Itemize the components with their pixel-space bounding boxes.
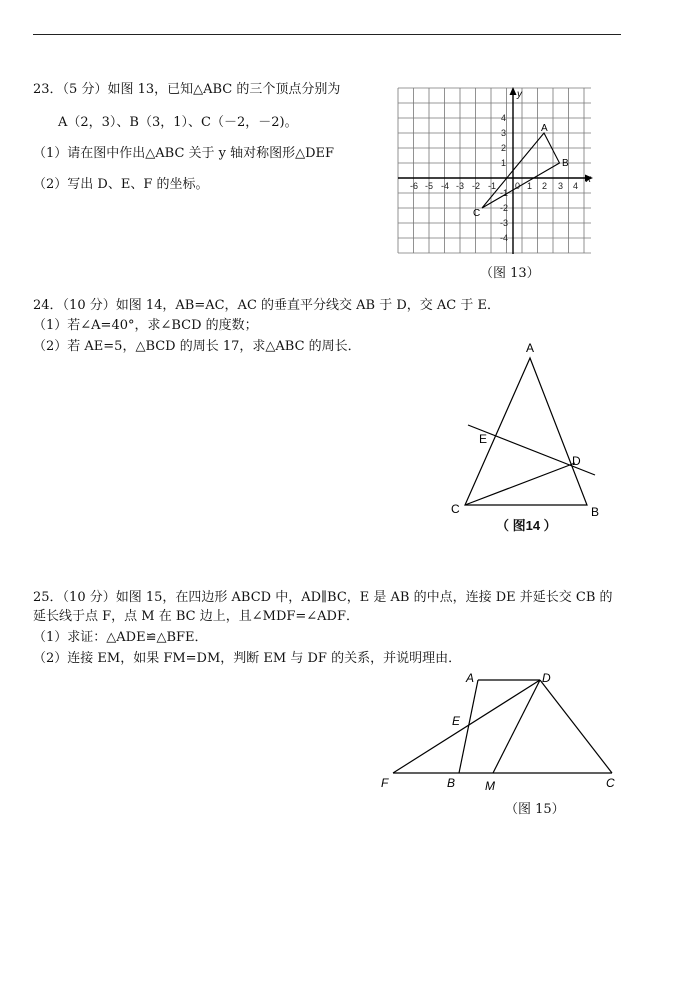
x-axis-label: x: [586, 174, 591, 185]
figure-14: [440, 338, 615, 547]
point-a-label: A: [526, 341, 535, 355]
figure-15-graph: [375, 666, 625, 796]
point-b-label: B: [562, 158, 569, 169]
x-tick: -2: [472, 181, 481, 191]
point-e-label: E: [479, 432, 488, 446]
segment-dm: [493, 680, 540, 773]
y-tick: 4: [501, 113, 507, 123]
figure-15-caption: （图 15）: [505, 802, 565, 817]
figure-13: [396, 86, 601, 290]
point-c-label: C: [606, 776, 615, 790]
point-d-label: D: [572, 454, 581, 468]
x-tick: -6: [410, 181, 419, 191]
x-tick: -3: [456, 181, 465, 191]
point-a-label: A: [466, 671, 475, 685]
x-tick: 4: [573, 181, 579, 191]
figure-14-graph: [440, 338, 615, 543]
figure-14-caption: （ 图14 ）: [496, 518, 557, 533]
q23-points: A（2，3）、B（3，1）、C（－2，－2)。: [58, 115, 298, 130]
q23-part1: （1）请在图中作出△ABC 关于 y 轴对称图形△DEF: [33, 146, 335, 161]
q24-part1: （1）若∠A=40°，求∠BCD 的度数；: [33, 318, 258, 333]
point-e-label: E: [452, 714, 461, 728]
q24-head: 24．（10 分）如图 14，AB=AC，AC 的垂直平分线交 AB 于 D，交 AC 于 E．: [33, 298, 501, 313]
segment-dc: [540, 680, 612, 773]
point-m-label: M: [485, 779, 495, 793]
point-c-label: C: [473, 208, 481, 219]
figure-15: [375, 666, 625, 817]
point-d-label: D: [542, 671, 551, 685]
x-tick: -1: [488, 181, 497, 191]
point-b-label: B: [447, 776, 456, 790]
y-axis-label: y: [517, 89, 522, 100]
q25-part2: （2）连接 EM，如果 FM=DM，判断 EM 与 DF 的关系，并说明理由．: [33, 651, 462, 666]
x-tick: -4: [441, 181, 450, 191]
segment-fd: [393, 680, 540, 773]
y-tick: 1: [501, 158, 507, 168]
point-b-label: B: [591, 505, 600, 519]
point-c-label: C: [451, 502, 460, 516]
x-tick: 2: [542, 181, 548, 191]
q24-part2: （2）若 AE=5，△BCD 的周长 17，求△ABC 的周长．: [33, 339, 361, 354]
q23-part2: （2）写出 D、E、F 的坐标。: [33, 177, 209, 192]
figure-13-caption: （图 13）: [480, 266, 540, 281]
origin-label: 0: [515, 181, 521, 191]
point-a-label: A: [541, 123, 548, 134]
triangle-abc: [482, 133, 560, 208]
segment-cd: [465, 463, 575, 505]
y-tick: -2: [500, 203, 509, 213]
y-tick: -4: [500, 233, 509, 243]
q25-line2: 延长线于点 F，点 M 在 BC 边上，且∠MDF=∠ADF．: [33, 609, 359, 624]
y-tick: 2: [501, 143, 507, 153]
y-tick: 3: [501, 128, 507, 138]
figure-13-graph: [396, 86, 601, 286]
x-tick: 3: [558, 181, 564, 191]
y-tick: -1: [500, 188, 509, 198]
q25-part1: （1）求证：△ADE≌△BFE．: [33, 630, 208, 645]
q25-line1: 25．（10 分）如图 15，在四边形 ABCD 中，AD∥BC，E 是 AB 的中点，连接 DE 并延长交 CB 的: [33, 590, 613, 605]
segment-ab: [459, 680, 478, 773]
x-tick: 1: [527, 181, 533, 191]
x-tick: -5: [425, 181, 434, 191]
q23-head: 23．（5 分）如图 13，已知△ABC 的三个顶点分别为: [33, 82, 341, 97]
point-f-label: F: [381, 776, 389, 790]
header-rule: [33, 34, 621, 35]
y-tick: -3: [500, 218, 509, 228]
